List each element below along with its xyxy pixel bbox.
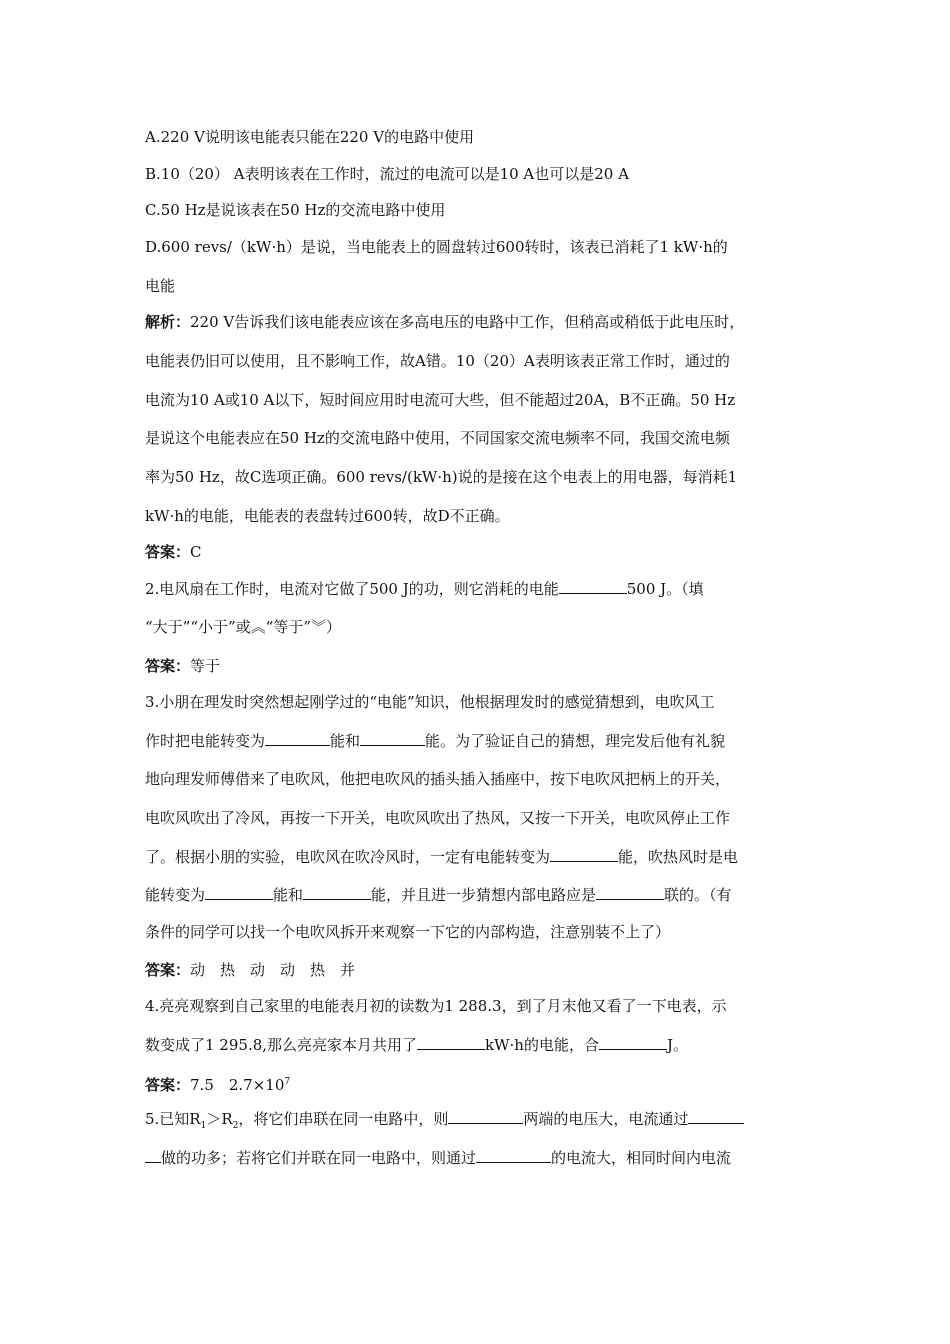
answer-blank (596, 885, 664, 900)
answer-label: 答案： (145, 657, 191, 675)
question-text: 500 J。（填 (626, 580, 704, 598)
question-text: 的电流大，相同时间内电流 (551, 1149, 732, 1167)
answer-blank (265, 731, 330, 746)
subscript: 2 (232, 1121, 239, 1131)
answer-blank (559, 579, 627, 594)
answer-value: 动 热 动 动 热 并 (190, 961, 356, 979)
analysis-line3: 电流为10 A或10 A以下，短时间应用时电流可大些，但不能超过20A，B不正确。50 Hz (145, 391, 736, 409)
question-text: 能和 (273, 886, 304, 904)
question-3-line6 (145, 885, 815, 905)
question-text: 做的功多；若将它们并联在同一电路中，则通过 (161, 1149, 477, 1167)
question-text: J。 (666, 1036, 688, 1054)
question-text: kW·h的电能，合 (485, 1036, 599, 1054)
question-5-line1 (145, 1109, 815, 1136)
question-text: ＞R (206, 1110, 233, 1128)
answer-q1 (145, 542, 815, 562)
answer-value: C (190, 543, 202, 561)
answer-blank (205, 885, 273, 900)
question-3-line7: 条件的同学可以找一个电吹风拆开来观察一下它的内部构造，注意别装不上了） (145, 923, 671, 941)
question-3-line2 (145, 731, 815, 751)
answer-blank (599, 1035, 667, 1050)
answer-blank (476, 1148, 551, 1163)
question-5-line2 (145, 1148, 815, 1168)
question-3-line3: 地向理发师傅借来了电吹风，他把电吹风的插头插入插座中，按下电吹风把柄上的开关， (145, 770, 731, 788)
question-text: 能转变为 (145, 886, 206, 904)
answer-blank (550, 847, 618, 862)
question-text: 2.电风扇在工作时，电流对它做了500 J的功，则它消耗的电能 (145, 580, 559, 598)
question-4-line1: 4.亮亮观察到自己家里的电能表月初的读数为1 288.3，到了月末他又看了一下电表，示 (145, 997, 727, 1015)
question-text: 能，并且进一步猜想内部电路应是 (371, 886, 597, 904)
answer-label: 答案： (145, 1076, 191, 1094)
answer-blank (145, 1148, 161, 1163)
question-text: 数变成了1 295.8,那么亮亮家本月共用了 (145, 1036, 418, 1054)
analysis-line6: kW·h的电能，电能表的表盘转过600转，故D不正确。 (145, 507, 510, 525)
analysis-line5: 率为50 Hz，故C选项正确。600 revs/(kW·h)说的是接在这个电表上的用电器，每消耗1 (145, 468, 738, 486)
question-text: 了。根据小朋的实验，电吹风在吹冷风时，一定有电能转变为 (145, 848, 551, 866)
analysis-line1 (145, 312, 815, 332)
analysis-line2: 电能表仍旧可以使用，且不影响工作，故A错。10（20）A表明该表正常工作时，通过的 (145, 352, 730, 370)
answer-q2 (145, 656, 815, 676)
question-text: 作时把电能转变为 (145, 732, 266, 750)
option-c: C.50 Hz是说该表在50 Hz的交流电路中使用 (145, 201, 446, 219)
subscript: 1 (200, 1121, 207, 1131)
question-text: 两端的电压大，电流通过 (523, 1110, 689, 1128)
question-3-line5 (145, 847, 815, 867)
analysis-label: 解析： (145, 313, 191, 331)
analysis-line4: 是说这个电能表应在50 Hz的交流电路中使用，不同国家交流电频率不同，我国交流电频 (145, 429, 730, 447)
question-2-line1 (145, 579, 815, 599)
option-b: B.10（20） A表明该表在工作时，流过的电流可以是10 A也可以是20 A (145, 165, 629, 183)
answer-exponent: 7 (284, 1077, 291, 1087)
question-text: 5.已知R (145, 1110, 201, 1128)
question-text: ，将它们串联在同一电路中，则 (238, 1110, 449, 1128)
answer-label: 答案： (145, 543, 191, 561)
option-d-line2: 电能 (145, 277, 176, 295)
question-3-line4: 电吹风吹出了冷风，再按一下开关，电吹风吹出了热风，又按一下开关，电吹风停止工作 (145, 809, 731, 827)
option-d-line1: D.600 revs/（kW·h）是说，当电能表上的圆盘转过600转时，该表已消耗了1 kW·h的 (145, 238, 728, 256)
answer-value: 7.5 2.7×10 (190, 1076, 285, 1094)
analysis-text: 220 V告诉我们该电能表应该在多高电压的电路中工作，但稍高或稍低于此电压时， (190, 313, 745, 331)
answer-blank (360, 731, 425, 746)
answer-blank (417, 1035, 485, 1050)
question-text: 能和 (330, 732, 361, 750)
question-text: 联的。（有 (664, 886, 732, 904)
question-2-line2: “大于”“小于”或︽“等于”︾） (145, 618, 342, 636)
answer-blank (303, 885, 371, 900)
answer-label: 答案： (145, 961, 191, 979)
question-text: 能。为了验证自己的猜想，理完发后他有礼貌 (425, 732, 726, 750)
answer-blank (688, 1109, 744, 1124)
answer-q4 (145, 1072, 815, 1095)
question-4-line2 (145, 1035, 815, 1055)
answer-blank (448, 1109, 523, 1124)
option-a: A.220 V说明该电能表只能在220 V的电路中使用 (145, 128, 475, 146)
answer-q3 (145, 960, 815, 980)
answer-value: 等于 (190, 657, 221, 675)
question-text: 能，吹热风时是电 (618, 848, 739, 866)
question-3-line1: 3.小朋在理发时突然想起刚学过的“电能”知识，他根据理发时的感觉猜想到，电吹风工 (145, 693, 715, 711)
